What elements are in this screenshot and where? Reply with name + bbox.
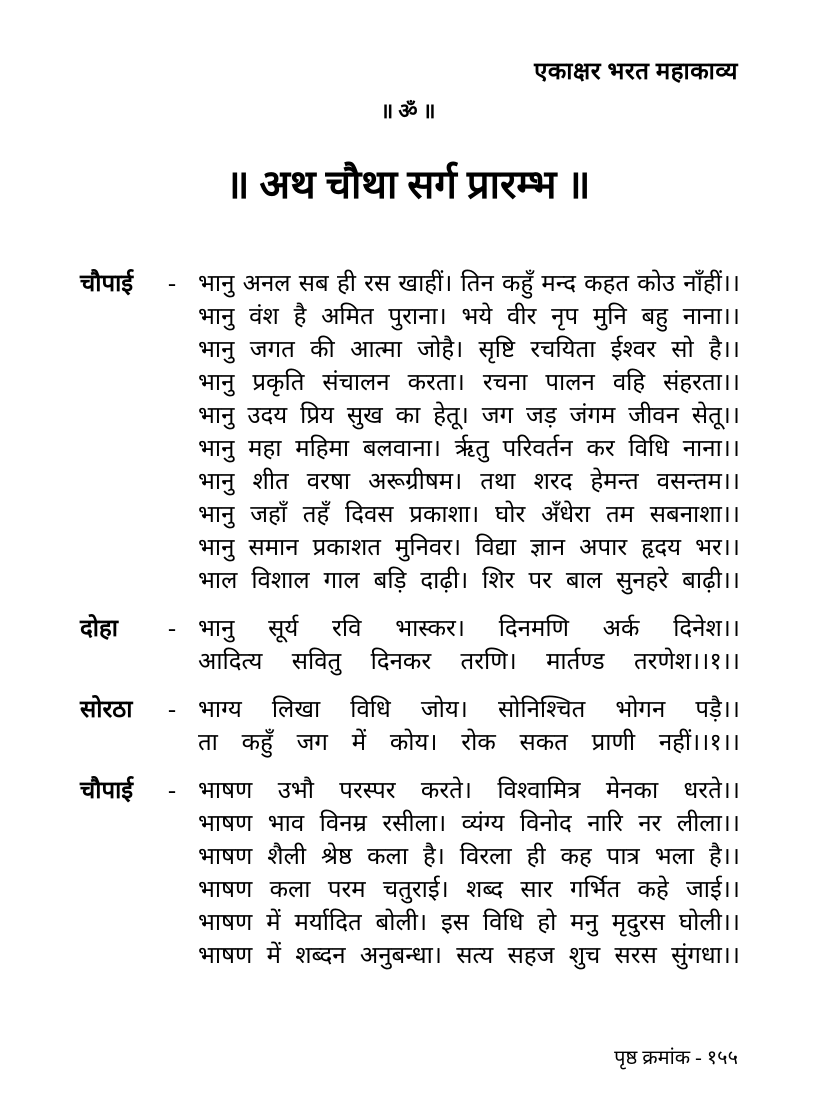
verse-line: भाषण भाव विनम्र रसीला। व्यंग्य विनोद नारि नर लीला।। bbox=[198, 811, 740, 837]
verse-line: भानु शीत वरषा अरूग्रीषम। तथा शरद हेमन्त वसन्तम।। bbox=[198, 469, 740, 495]
stanza-lines bbox=[198, 775, 740, 973]
stanza-label: दोहा bbox=[80, 616, 118, 642]
verse-line: भानु वंश है अमित पुराना। भये वीर नृप मुनि बहु नाना।। bbox=[198, 304, 740, 330]
verse-line: भानु जहाँ तहँ दिवस प्रकाशा। घोर अँधेरा तम सबनाशा।। bbox=[198, 502, 740, 528]
verse-line: भानु प्रकृति संचालन करता। रचना पालन वहि संहरता।। bbox=[198, 370, 740, 396]
verse-line: भानु समान प्रकाशत मुनिवर। विद्या ज्ञान अपार हृदय भर।। bbox=[198, 535, 740, 561]
verse-line: भाषण में शब्दन अनुबन्धा। सत्य सहज शुच सरस सुंगधा।। bbox=[198, 943, 740, 969]
verse-line: भानु उदय प्रिय सुख का हेतू। जग जड़ जंगम जीवन सेतू।। bbox=[198, 403, 740, 429]
verse-line: भाल विशाल गाल बड़ि दाढ़ी। शिर पर बाल सुनहरे बाढ़ी।। bbox=[198, 568, 740, 594]
stanza-label: चौपाई bbox=[80, 778, 134, 804]
stanza-sortha bbox=[80, 694, 740, 760]
stanza-lines bbox=[198, 613, 740, 679]
stanza-separator: - bbox=[168, 697, 176, 723]
stanza-separator: - bbox=[168, 778, 176, 804]
chapter-title: ॥ अथ चौथा सर्ग प्रारम्भ ॥ bbox=[225, 162, 591, 207]
stanza-lines bbox=[198, 268, 740, 598]
verse-line: ता कहुँ जग में कोय। रोक सकत प्राणी नहीं।।१।। bbox=[198, 730, 740, 756]
verse-line: भानु जगत की आत्मा जोहै। सृष्टि रचयिता ईश्वर सो है।। bbox=[198, 337, 740, 363]
book-title: एकाक्षर भरत महाकाव्य bbox=[534, 59, 738, 85]
stanza-chaupai-2 bbox=[80, 775, 740, 973]
verse-line: भाषण में मर्यादित बोली। इस विधि हो मनु मृदुरस घोली।। bbox=[198, 910, 740, 936]
stanza-separator: - bbox=[168, 616, 176, 642]
verse-line: भानु महा महिमा बलवाना। ऋृतु परिवर्तन कर विधि नाना।। bbox=[198, 436, 740, 462]
stanza-lines bbox=[198, 694, 740, 760]
verse-line: भानु सूर्य रवि भास्कर। दिनमणि अर्क दिनेश।। bbox=[198, 616, 740, 642]
verse-line: भाषण उभौ परस्पर करते। विश्वामित्र मेनका धरते।। bbox=[198, 778, 740, 804]
stanza-label: सोरठा bbox=[80, 697, 133, 723]
verse-line: भाषण शैली श्रेष्ठ कला है। विरला ही कह पात्र भला है।। bbox=[198, 844, 740, 870]
stanza-chaupai-1 bbox=[80, 268, 740, 598]
verse-line: भानु अनल सब ही रस खाहीं। तिन कहुँ मन्द कहत कोउ नाँहीं।। bbox=[198, 271, 740, 297]
verse-line: भाषण कला परम चतुराई। शब्द सार गर्भित कहे जाई।। bbox=[198, 877, 740, 903]
stanza-separator: - bbox=[168, 271, 176, 297]
om-invocation: ॥ ॐ ॥ bbox=[380, 99, 436, 123]
verse-line: भाग्य लिखा विधि जोय। सोनिश्चित भोगन पड़ै।। bbox=[198, 697, 740, 723]
book-page bbox=[0, 54, 816, 1110]
page-number: पृष्ठ क्रमांक - १५५ bbox=[614, 1047, 738, 1069]
stanza-label: चौपाई bbox=[80, 271, 134, 297]
verse-body bbox=[80, 268, 740, 973]
stanza-doha bbox=[80, 613, 740, 679]
verse-line: आदित्य सवितु दिनकर तरणि। मार्तण्ड तरणेश।।१।। bbox=[198, 649, 740, 675]
